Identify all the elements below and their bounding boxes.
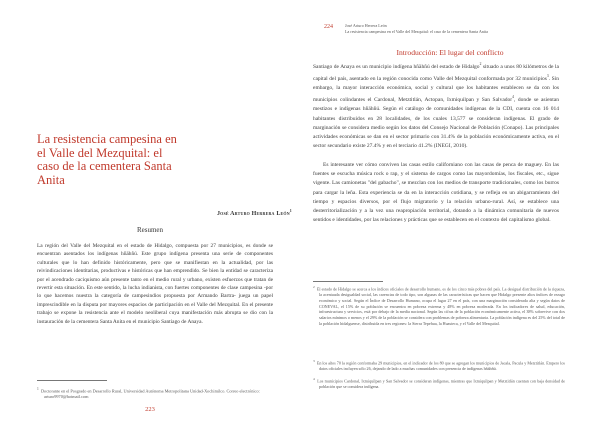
footnote-4 <box>313 377 565 390</box>
running-head-title: La resistencia campesina en el Valle del Mezquital: el caso de la cementera Santa Anita <box>345 28 488 34</box>
footnote-text: El estado de Hidalgo se acerca a los índices oficiales de desarrollo humano, es de los cinco más pobres del país. La desigual distribución de la riqueza, la acentuada desigualdad social, las carencias de todo tipo, son algunas de las características que hacen que Hidalgo presente altos índices de rezago económico y social. Según el Índice de Desarrollo Humano, ocupa el lugar 27 en el país, con una marginación considerada alta y según datos de CONEVAL, el 15% de su población se encuentra en pobreza extrema y 48% en pobreza moderada. En los indicadores de salud, educación, infraestructura y servicios, está por debajo de la media nacional. Según las cifras de la población económicamente activa, el 38% sobrevive con dos salarios mínimos o menos y el 29% de la población se considera con problemas de pobreza alimentaria. La población indígena es del 25% del total de la población hidalguense, distribuida en tres regiones: la Sierra Tepehua, la Huasteca, y el Valle del Mezquital. <box>316 286 565 326</box>
footnote-marker: 3 <box>313 359 315 363</box>
page-number-left: 223 <box>145 406 155 413</box>
footnote-ref-4: 4 <box>512 95 514 100</box>
para-1-text-a: Santiago de Anaya es un municipio indígena hñähñú del estado de Hidalgo <box>313 63 480 70</box>
article-title: La resistencia campesina en el Valle del Mezquital: el caso de la cementera Santa Anita <box>37 132 177 187</box>
author-byline <box>217 208 292 217</box>
footnote-divider <box>313 281 383 282</box>
footnote-marker: 1 <box>37 387 39 391</box>
running-head-author: José Arturo Herrera León <box>345 23 387 28</box>
footnote-ref-2: 2 <box>479 62 482 66</box>
page-number-right: 224 <box>324 24 333 30</box>
footnote-text: Doctorante en el Posgrado en Desarrollo Rural, Universidad Autónoma Metropolitana Unidad-Xochimilco. Correo electrónico: arturo9970@hotmail.com <box>40 388 260 400</box>
section-heading: Introducción: El lugar del conflicto <box>396 48 504 57</box>
footnote-marker: 4 <box>313 377 315 381</box>
footnote-text: Los municipios Cardonal, Ixmiquilpan y San Salvador se consideran indígenas, mientras que Ixmiquilpan y Metztitlán cuentan con baja densidad de población que se considera indígena. <box>317 378 565 390</box>
abstract-body: La región del Valle del Mezquital en el estado de Hidalgo, compuesta por 27 municipios, es donde se encuentran asentados los indígenas hñähñú. Este grupo indígena presenta una serie de componentes culturales que lo han definido históricamente, pero que se manifiestan en la actualidad, por las reivindicaciones identitarias, productivas e históricas que han emprendido. Se bien la entidad se caracteriza por el acendrado caciquismo aún presente tanto en el medio rural y urbano, existen esfuerzos que tratan de revertir esta situación. En este sentido, la lucha indianista, con fuertes componentes de clase campesina -por lo que hacemos nuestra la categoría de campesindios propuesta por Armando Bartra- juega un papel imprescindible en la disputa por mayores espacios de participación en el Valle del Mezquital. En el presente trabajo se expone la resistencia ante el modelo neoliberal cuya manifestación más abrupta se dio con la instauración de la cementera Santa Anita en el municipio Santiago de Anaya. <box>37 243 273 325</box>
footnote-text: En los años 70 la región conformaba 29 municipios, en el indicador de los 80 que se agregan los municipios de Jacala, Pacula y Metztitlán. Empero los datos oficiales incluyen sólo 26, dejando de lado a muchas comunidades con presencia de indígenas hñähñú. <box>316 360 566 372</box>
footnote-ref-3: 3 <box>546 74 549 79</box>
footnote-2 <box>313 285 565 327</box>
running-head <box>345 23 488 34</box>
para-1-text-c: . Sin embargo, la mayor interacción económica, social y cultural que los habitantes establecen se da con los municipios colindantes el Cardonal, Metztitlán, Actopan, Ixmiquilpan y San Salvador <box>313 75 559 104</box>
footnote-3 <box>313 359 565 372</box>
author-note-marker: 1 <box>289 208 292 213</box>
footnote-divider <box>37 380 107 381</box>
author-name: José Arturo Herrera León <box>216 211 290 217</box>
footnote-marker: 2 <box>313 285 315 289</box>
abstract-heading: Resumen <box>136 226 164 234</box>
right-page <box>300 0 600 440</box>
body-paragraph-1 <box>313 60 559 151</box>
footnote-author <box>37 386 274 400</box>
body-paragraph-2: Es interesante ver cómo conviven las casas estilo californiano con las casas de penca de maguey. En las fuentes se escucha música rock o rap, y el sistema de cargos como las mayordomías, los fiscales, etc., sigue vigente. Las camionetas "del gabacho", se mezclan con los medios de transporte tradicionales, como los burros para cargar la leña. Esta experiencia se da en la interacción cotidiana, y se refleja en un abigarramiento del tiempo y espacios diversos, por el flujo migratorio y la relación urbano-rural. Así, se establece una desterritorialización y a la vez una reapropiación territorial, dotando a la dinámica comunitaria de nuevos sentidos e identidades, por las relaciones y prácticas que se establecen en el contexto del capitalismo global. <box>313 162 559 224</box>
para-1-text-d: , donde se asientan mestizos e indígenas hñähñú. Según el catálogo de comunidades indígenas de la CDI, cuenta con 16 014 habitantes distribuidos en 28 localidades, de los cuales 13,577 se consideran indígenas. El grado de marginación se considera medio según los datos del Consejo Nacional de Población (Conapo). Las principales actividades económicas se dan en el sector primario con 31.4% de la población económicamente activa, en el sector secundario existe 27.4% y en el terciario 41.2% (INEGI, 2010). <box>313 97 559 150</box>
para-1-text-b: situado a unos 80 kilómetros de la capital del país, asentado en la región conocida como Valle del Mezquital conformada por 32 municipios <box>313 63 560 82</box>
